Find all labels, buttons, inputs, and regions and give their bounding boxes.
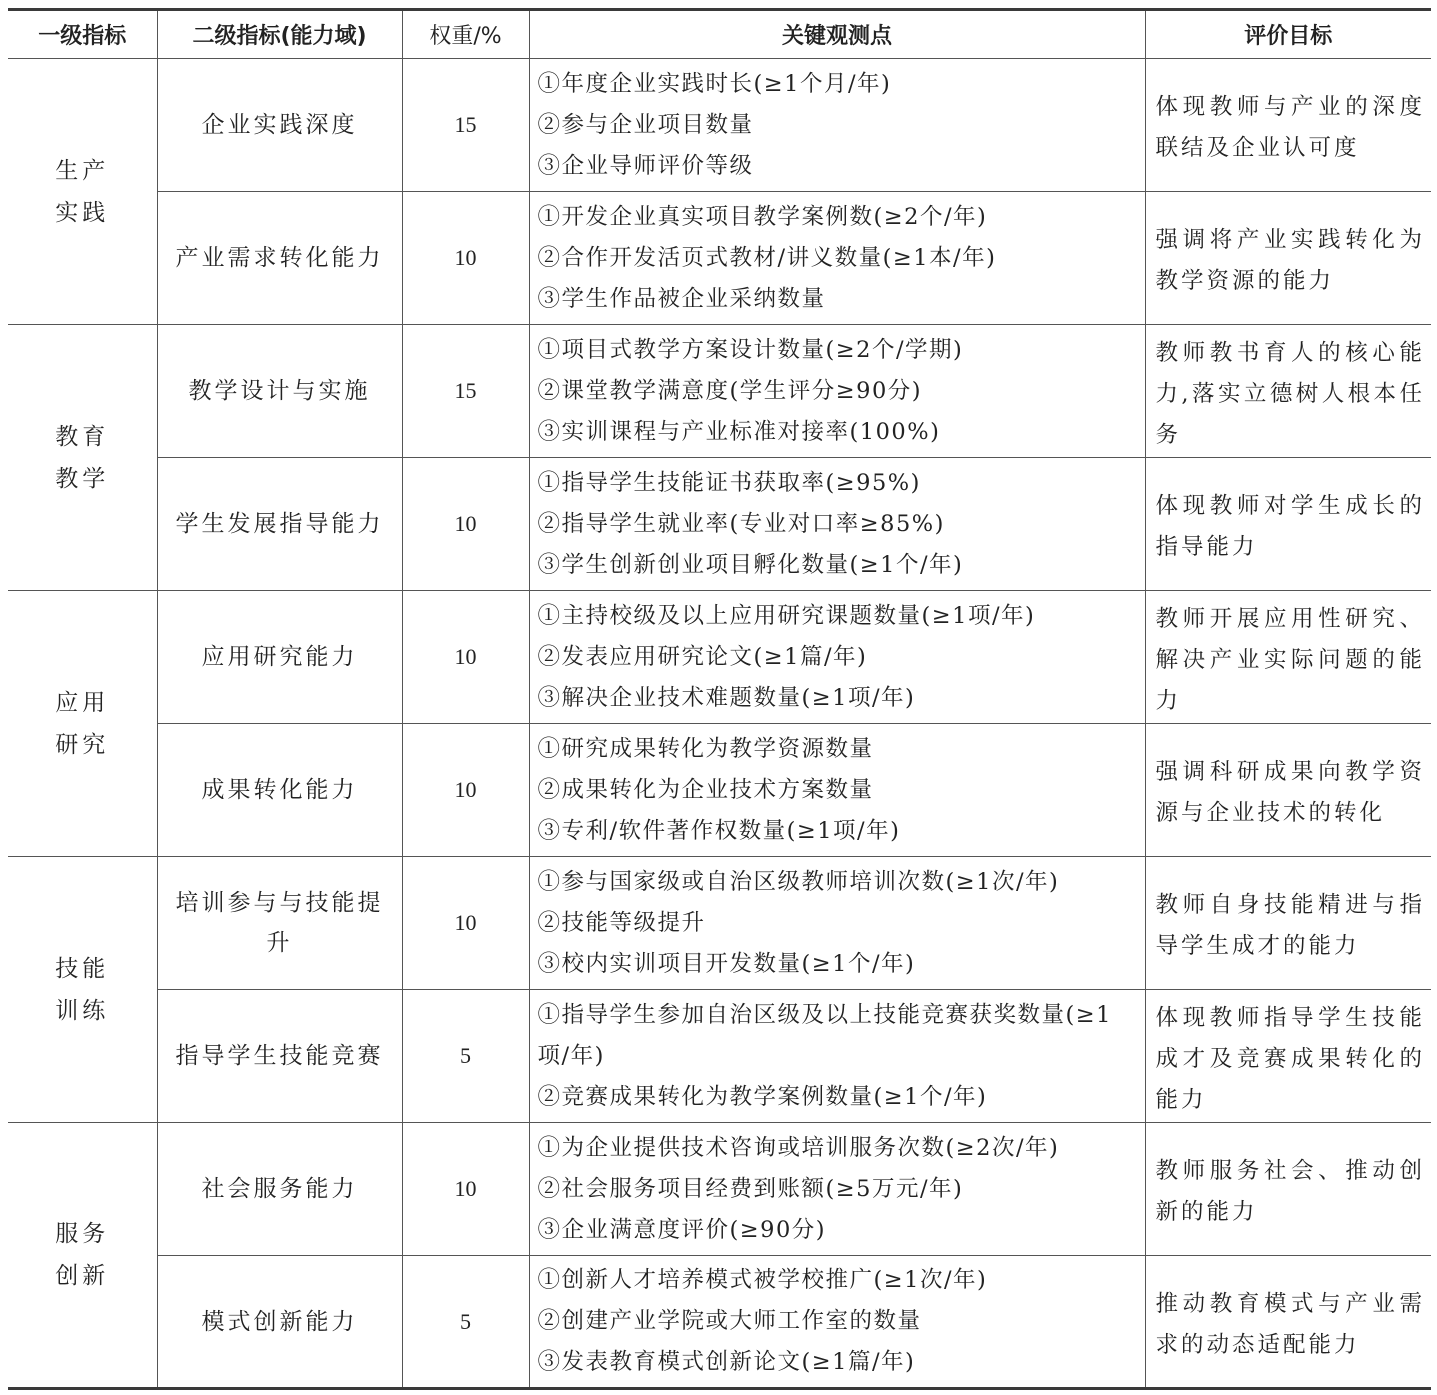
weight-cell: 15 xyxy=(402,59,529,192)
observation-points-cell xyxy=(529,192,1145,325)
table-row xyxy=(8,1256,1431,1389)
level2-cell: 培训参与与技能提升 xyxy=(157,857,402,990)
observation-point: ③校内实训项目开发数量(≥1个/年) xyxy=(537,950,916,977)
table-row xyxy=(8,724,1431,857)
evaluation-goal-cell: 推动教育模式与产业需求的动态适配能力 xyxy=(1145,1256,1431,1389)
header-level2: 二级指标(能力域) xyxy=(157,10,402,59)
table-row xyxy=(8,192,1431,325)
evaluation-goal-cell: 体现教师对学生成长的指导能力 xyxy=(1145,458,1431,591)
observation-point: ②指导学生就业率(专业对口率≥85%) xyxy=(537,510,945,537)
observation-points-cell xyxy=(529,458,1145,591)
observation-point: ③实训课程与产业标准对接率(100%) xyxy=(537,418,941,445)
observation-points-cell xyxy=(529,1256,1145,1389)
observation-point: ①开发企业真实项目教学案例数(≥2个/年) xyxy=(537,203,988,230)
observation-points-cell xyxy=(529,1123,1145,1256)
observation-point: ①创新人才培养模式被学校推广(≥1次/年) xyxy=(537,1267,988,1293)
level2-cell: 社会服务能力 xyxy=(157,1123,402,1256)
observation-point: ②合作开发活页式教材/讲义数量(≥1本/年) xyxy=(537,244,997,271)
observation-points-cell xyxy=(529,59,1145,192)
evaluation-goal-cell: 教师自身技能精进与指导学生成才的能力 xyxy=(1145,857,1431,990)
observation-point: ①指导学生技能证书获取率(≥95%) xyxy=(537,469,921,496)
table-row xyxy=(8,591,1431,724)
weight-cell: 10 xyxy=(402,458,529,591)
evaluation-goal-cell: 体现教师指导学生技能成才及竞赛成果转化的能力 xyxy=(1145,990,1431,1123)
observation-point: ③专利/软件著作权数量(≥1项/年) xyxy=(537,817,901,844)
level1-cell xyxy=(8,325,157,591)
observation-point: ③解决企业技术难题数量(≥1项/年) xyxy=(537,684,916,711)
table-row xyxy=(8,59,1431,192)
observation-point: ③企业导师评价等级 xyxy=(537,152,754,179)
weight-cell: 10 xyxy=(402,857,529,990)
table-row xyxy=(8,990,1431,1123)
weight-cell: 5 xyxy=(402,1256,529,1389)
table-row xyxy=(8,325,1431,458)
observation-point: ②社会服务项目经费到账额(≥5万元/年) xyxy=(537,1175,964,1202)
observation-point: ③学生作品被企业采纳数量 xyxy=(537,285,826,312)
evaluation-goal-cell: 强调将产业实践转化为教学资源的能力 xyxy=(1145,192,1431,325)
observation-points-cell xyxy=(529,857,1145,990)
evaluation-indicator-table xyxy=(8,8,1431,1390)
observation-point: ①为企业提供技术咨询或培训服务次数(≥2次/年) xyxy=(537,1134,1060,1161)
weight-cell: 10 xyxy=(402,591,529,724)
observation-points-cell xyxy=(529,325,1145,458)
weight-cell: 10 xyxy=(402,1123,529,1256)
observation-point: ③企业满意度评价(≥90分) xyxy=(537,1216,827,1243)
observation-points-cell xyxy=(529,990,1145,1123)
level2-cell: 企业实践深度 xyxy=(157,59,402,192)
level1-label: 教育教学 xyxy=(55,423,110,492)
header-row xyxy=(8,10,1431,59)
observation-point: ①参与国家级或自治区级教师培训次数(≥1次/年) xyxy=(537,868,1060,895)
weight-cell: 5 xyxy=(402,990,529,1123)
level2-cell: 产业需求转化能力 xyxy=(157,192,402,325)
evaluation-goal-cell: 强调科研成果向教学资源与企业技术的转化 xyxy=(1145,724,1431,857)
evaluation-goal-cell: 教师教书育人的核心能力,落实立德树人根本任务 xyxy=(1145,325,1431,458)
evaluation-goal-cell: 教师开展应用性研究、解决产业实际问题的能力 xyxy=(1145,591,1431,724)
level2-cell: 应用研究能力 xyxy=(157,591,402,724)
observation-point: ②成果转化为企业技术方案数量 xyxy=(537,776,874,803)
header-level1: 一级指标 xyxy=(8,10,157,59)
table-row xyxy=(8,1123,1431,1256)
level1-label: 服务创新 xyxy=(55,1221,110,1289)
level1-label: 生产实践 xyxy=(55,157,110,226)
observation-point: ②竞赛成果转化为教学案例数量(≥1个/年) xyxy=(537,1083,988,1110)
observation-point: ③学生创新创业项目孵化数量(≥1个/年) xyxy=(537,551,964,578)
observation-point: ①年度企业实践时长(≥1个月/年) xyxy=(537,70,892,97)
observation-point: ①主持校级及以上应用研究课题数量(≥1项/年) xyxy=(537,602,1036,629)
level1-label: 技能训练 xyxy=(55,955,110,1024)
level2-cell: 成果转化能力 xyxy=(157,724,402,857)
observation-point: ②技能等级提升 xyxy=(537,909,706,936)
observation-point: ②课堂教学满意度(学生评分≥90分) xyxy=(537,377,923,404)
weight-cell: 15 xyxy=(402,325,529,458)
table-row xyxy=(8,857,1431,990)
header-evaluation-goal: 评价目标 xyxy=(1145,10,1431,59)
observation-point: ②发表应用研究论文(≥1篇/年) xyxy=(537,643,868,670)
level1-cell xyxy=(8,857,157,1123)
evaluation-goal-cell: 体现教师与产业的深度联结及企业认可度 xyxy=(1145,59,1431,192)
observation-point: ②创建产业学院或大师工作室的数量 xyxy=(537,1308,922,1334)
observation-point: ①项目式教学方案设计数量(≥2个/学期) xyxy=(537,336,964,363)
table-row xyxy=(8,458,1431,591)
level1-cell xyxy=(8,591,157,857)
weight-cell: 10 xyxy=(402,724,529,857)
observation-point: ①指导学生参加自治区级及以上技能竞赛获奖数量(≥1项/年) xyxy=(537,1001,1112,1069)
observation-point: ①研究成果转化为教学资源数量 xyxy=(537,735,874,762)
level1-cell xyxy=(8,59,157,325)
evaluation-goal-cell: 教师服务社会、推动创新的能力 xyxy=(1145,1123,1431,1256)
observation-point: ②参与企业项目数量 xyxy=(537,111,754,138)
observation-point: ③发表教育模式创新论文(≥1篇/年) xyxy=(537,1349,916,1375)
level2-cell: 指导学生技能竞赛 xyxy=(157,990,402,1123)
header-observation-points: 关键观测点 xyxy=(529,10,1145,59)
level1-cell xyxy=(8,1123,157,1389)
level2-cell: 教学设计与实施 xyxy=(157,325,402,458)
level2-cell: 学生发展指导能力 xyxy=(157,458,402,591)
header-weight: 权重/% xyxy=(402,10,529,59)
level1-label: 应用研究 xyxy=(55,689,110,758)
observation-points-cell xyxy=(529,724,1145,857)
weight-cell: 10 xyxy=(402,192,529,325)
level2-cell: 模式创新能力 xyxy=(157,1256,402,1389)
observation-points-cell xyxy=(529,591,1145,724)
